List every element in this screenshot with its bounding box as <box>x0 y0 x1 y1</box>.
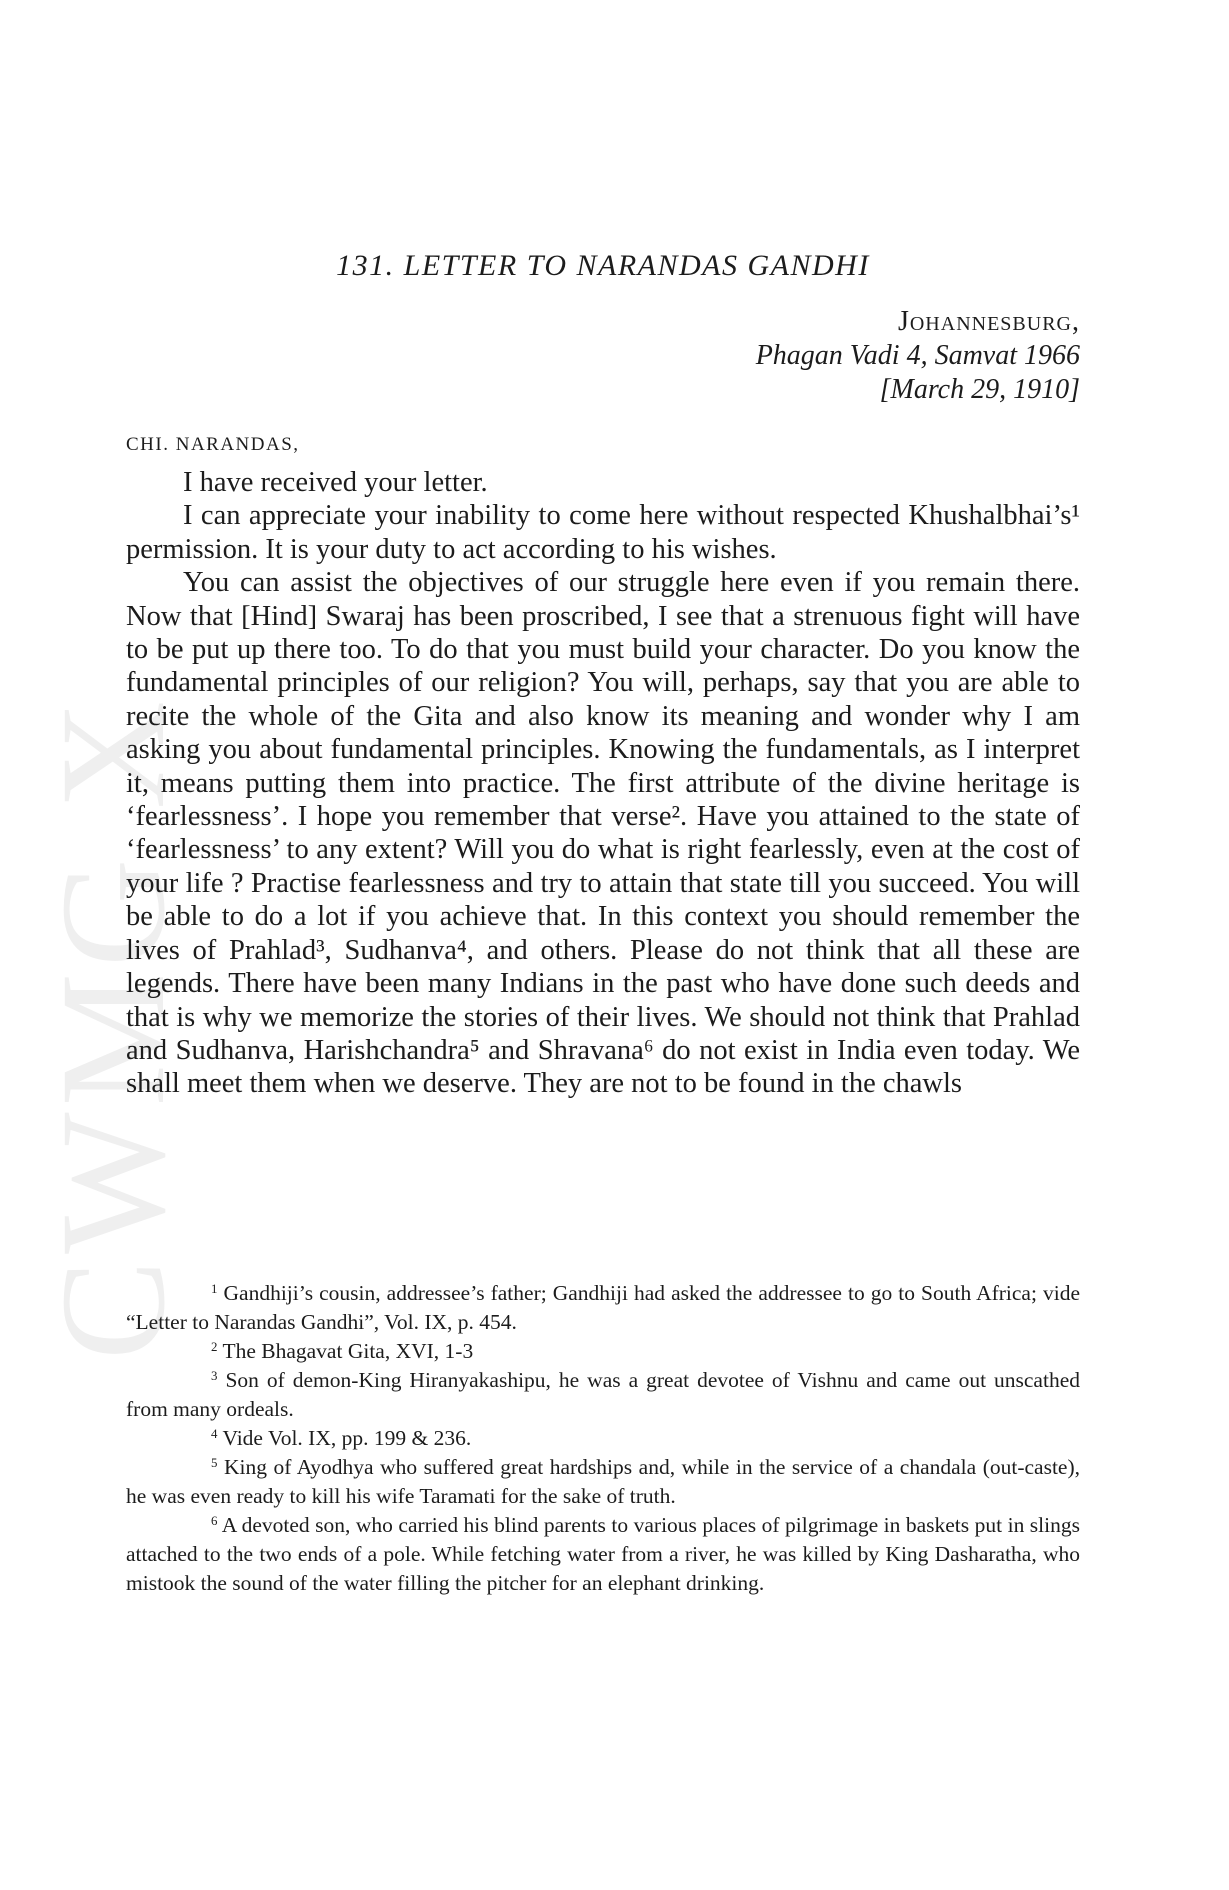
paragraph: I can appreciate your inability to come here without respected Khushalbhai’s¹ permission. It is your duty to act according to his wishes. <box>126 500 1080 565</box>
salutation: CHI. NARANDAS, <box>126 434 300 455</box>
dateline <box>756 305 1080 407</box>
watermark: CWMG X <box>30 694 196 1360</box>
dateline-place: Johannesburg, <box>897 306 1080 337</box>
footnote-number: 4 <box>211 1426 218 1441</box>
footnote-text: Vide Vol. IX, pp. 199 & 236. <box>222 1426 472 1450</box>
letter-title: 131. LETTER TO NARANDAS GANDHI <box>336 249 870 282</box>
paragraph: I have received your letter. <box>183 467 488 498</box>
footnote <box>126 1366 1080 1424</box>
footnote-text: A devoted son, who carried his blind parents to various places of pilgrimage in baskets put in slings attached to the two ends of a pole. While fetching water from a river, he was killed by King Dasharatha, who mistook the sound of the water filling the pitcher for an elephant drinking. <box>126 1513 1080 1595</box>
footnote-text: Son of demon-King Hiranyakashipu, he was a great devotee of Vishnu and came out unscathed from many ordeals. <box>126 1368 1080 1421</box>
footnote-number: 2 <box>211 1339 218 1354</box>
footnote-text: King of Ayodhya who suffered great hardships and, while in the service of a chandala (out-caste), he was even ready to kill his wife Taramati for the sake of truth. <box>126 1455 1081 1508</box>
footnote-number: 6 <box>211 1513 218 1528</box>
footnote <box>126 1424 1080 1453</box>
letter-body <box>126 466 1080 1101</box>
footnote-text: Gandhiji’s cousin, addressee’s father; Gandhiji had asked the addressee to go to South Africa; vide “Letter to Narandas Gandhi”, Vol. IX, p. 454. <box>126 1281 1081 1334</box>
footnotes <box>126 1279 1080 1598</box>
footnote-number: 5 <box>211 1455 218 1470</box>
footnote <box>126 1511 1080 1598</box>
dateline-date: Phagan Vadi 4, Samvat 1966 <box>755 340 1080 371</box>
footnote-number: 1 <box>211 1281 218 1296</box>
footnote <box>126 1453 1080 1511</box>
paragraph: You can assist the objectives of our struggle here even if you remain there. Now that [Hind] Swaraj has been proscribed, I see that a strenuous fight will have to be put up there too. To do that you must build your character. Do you know the fundamental principles of our religion? You will, perhaps, say that you are able to recite the whole of the Gita and also know its meaning and wonder why I am asking you about fundamental principles. Knowing the fundamentals, as I interpret it, means putting them into practice. The first attribute of the divine heritage is ‘fearlessness’. I hope you remember that verse². Have you attained to the state of ‘fearlessness’ to any extent? Will you do what is right fearlessly, even at the cost of your life ? Practise fearlessness and try to attain that state till you succeed. You will be able to do a lot if you achieve that. In this context you should remember the lives of Prahlad³, Sudhanva⁴, and others. Please do not think that all these are legends. There have been many Indians in the past who have done such deeds and that is why we memorize the stories of their lives. We should not think that Prahlad and Sudhanva, Harishchandra⁵ and Shravana⁶ do not exist in India even today. We shall meet them when we deserve. They are not to be found in the chawls <box>126 567 1080 1100</box>
dateline-date-bracketed: [March 29, 1910] <box>879 374 1080 405</box>
footnote-number: 3 <box>211 1368 218 1383</box>
footnote-text: The Bhagavat Gita, XVI, 1-3 <box>222 1339 474 1363</box>
footnote <box>126 1279 1080 1337</box>
footnote <box>126 1337 1080 1366</box>
